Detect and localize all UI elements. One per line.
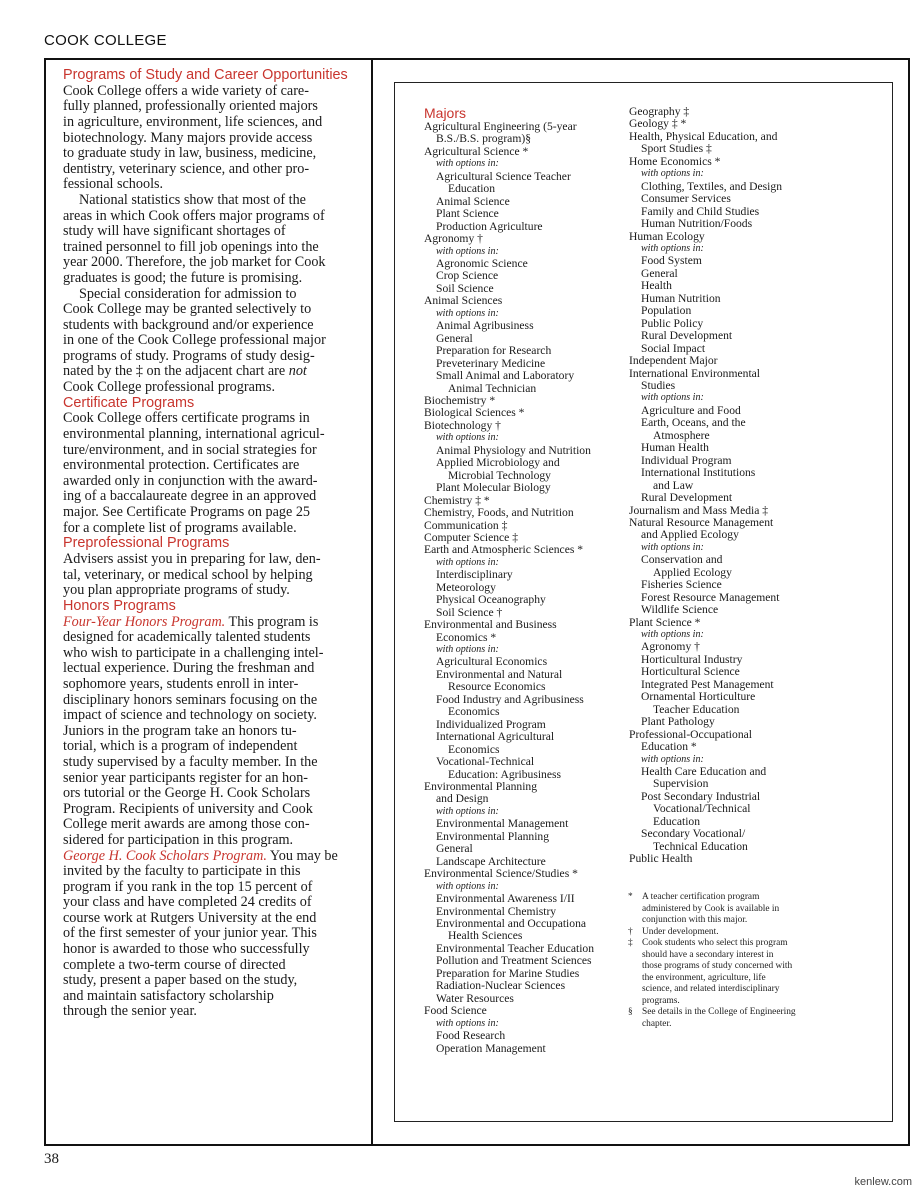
four-year-first-line: Four-Year Honors Program. This program is: [63, 613, 319, 630]
major-item: Radiation-Nuclear Sciences: [436, 979, 566, 993]
text-line: awarded only in conjunction with the award-: [63, 472, 318, 489]
options-label: with options in:: [641, 242, 704, 254]
major-item: Plant Science *: [629, 615, 701, 629]
major-item: Communication ‡: [424, 518, 508, 532]
major-item: Agriculture and Food: [641, 403, 741, 417]
major-item: Environmental and Business: [424, 618, 557, 632]
major-item: Health: [641, 279, 672, 293]
text-line: senior year participants register for an hon-: [63, 769, 309, 786]
text-line: sophomore years, students enroll in inter-: [63, 675, 299, 692]
major-item: Home Economics *: [629, 154, 721, 168]
major-item: Professional-Occupational: [629, 727, 752, 741]
major-item: Animal Technician: [448, 381, 537, 395]
major-item: Preparation for Research: [436, 344, 552, 358]
major-item: Wildlife Science: [641, 603, 719, 617]
text-line: in agriculture, environment, life sciences, and: [63, 113, 323, 130]
major-item: Applied Ecology: [653, 565, 732, 579]
major-item: Plant Science: [436, 207, 499, 221]
major-item: Environmental Planning: [436, 829, 550, 843]
text-line: major. See Certificate Programs on page 25: [63, 504, 311, 521]
major-item: Operation Management: [436, 1041, 546, 1055]
text-line: course work at Rutgers University at the end: [63, 909, 317, 926]
major-item: Food Science: [424, 1004, 487, 1018]
footnote-line: administered by Cook is available in: [642, 903, 780, 914]
scholars-first-line: George H. Cook Scholars Program. You may be: [63, 847, 338, 864]
major-item: Sport Studies ‡: [641, 142, 712, 156]
major-item: Social Impact: [641, 341, 706, 355]
major-item: Education *: [641, 740, 697, 754]
text-line: your class and have completed 24 credits of: [63, 894, 312, 911]
major-item: International Environmental: [629, 366, 761, 380]
major-item: Family and Child Studies: [641, 204, 760, 218]
footnote-line: science, and related interdisciplinary: [642, 984, 780, 994]
major-item: Crop Science: [436, 269, 499, 283]
footnote-line: programs.: [642, 995, 680, 1006]
text-line: invited by the faculty to participate in this: [63, 863, 301, 880]
major-item: Atmosphere: [653, 428, 710, 442]
majors-title: Majors: [424, 105, 467, 121]
major-item: Environmental Management: [436, 817, 569, 831]
site-watermark: kenlew.com: [854, 1176, 912, 1188]
page-number: 38: [44, 1151, 59, 1167]
major-item: Ornamental Horticulture: [641, 690, 756, 704]
major-item: International Agricultural: [436, 730, 555, 744]
footnote-line: A teacher certification program: [642, 892, 760, 902]
major-item: Education: [653, 814, 701, 828]
major-item: Agricultural Science Teacher: [436, 169, 571, 183]
footnote-line: Under development.: [642, 926, 719, 937]
text-line: you plan appropriate programs of study.: [63, 582, 290, 599]
options-label: with options in:: [641, 541, 704, 553]
text-line: biotechnology. Many majors provide access: [63, 129, 313, 146]
major-item: Food System: [641, 254, 702, 268]
major-item: Integrated Pest Management: [641, 677, 774, 691]
major-item: Pollution and Treatment Sciences: [436, 954, 592, 968]
text-line: ing of a baccalaureate degree in an approved: [63, 488, 317, 505]
major-item: Forest Resource Management: [641, 590, 780, 604]
text-line: dentistry, veterinary science, and other pro-: [63, 160, 310, 177]
footnote: [628, 892, 843, 927]
major-item: Animal Agribusiness: [436, 319, 534, 333]
text-line: sidered for participation in this program.: [63, 831, 294, 848]
text-line: Cook College offers a wide variety of care-: [63, 82, 309, 99]
major-item: Small Animal and Laboratory: [436, 369, 575, 383]
major-item: International Institutions: [641, 466, 756, 480]
major-item: Preparation for Marine Studies: [436, 966, 580, 980]
text-line: study will have significant shortages of: [63, 223, 286, 240]
major-item: Studies: [641, 378, 676, 392]
major-item: Biological Sciences *: [424, 406, 525, 420]
footnote-symbol: †: [628, 926, 633, 937]
special-line-7: Cook College professional programs.: [63, 379, 275, 396]
major-item: Independent Major: [629, 354, 718, 368]
major-item: Geography ‡: [629, 105, 690, 118]
major-item: Microbial Technology: [448, 468, 551, 482]
text-line: impact of science and technology on society.: [63, 707, 317, 724]
major-item: Vocational-Technical: [436, 755, 535, 769]
major-item: Environmental Planning: [424, 780, 538, 794]
options-label: with options in:: [436, 880, 499, 892]
major-item: Animal Science: [436, 194, 510, 208]
column-divider: [371, 58, 373, 1146]
text-line: programs of study. Programs of study desig-: [63, 347, 315, 364]
text-line: complete a two-term course of directed: [63, 956, 286, 973]
major-item: Interdisciplinary: [436, 568, 513, 582]
options-label: with options in:: [436, 644, 499, 656]
options-label: with options in:: [436, 307, 499, 319]
major-item: Natural Resource Management: [629, 515, 774, 529]
major-item: Animal Sciences: [424, 294, 503, 308]
major-item: Human Nutrition/Foods: [641, 217, 753, 231]
major-item: Soil Science †: [436, 605, 503, 619]
text-line: graduates is good; the future is promising.: [63, 269, 303, 286]
footnote-symbol: ‡: [628, 938, 633, 948]
major-item: Environmental Science/Studies *: [424, 867, 578, 881]
major-item: Food Industry and Agribusiness: [436, 692, 584, 706]
preprofessional-text: [63, 552, 363, 599]
options-label: with options in:: [641, 753, 704, 765]
special-consideration-text: [63, 287, 363, 396]
statistics-text: [63, 193, 363, 287]
major-item: Economics: [448, 705, 500, 719]
major-item: Clothing, Textiles, and Design: [641, 179, 782, 193]
text-line: torial, which is a program of independent: [63, 738, 298, 755]
major-item: Soil Science: [436, 281, 494, 295]
text-line: environmental protection. Certificates are: [63, 457, 300, 474]
options-label: with options in:: [641, 392, 704, 404]
major-item: and Law: [653, 478, 694, 492]
major-item: Human Ecology: [629, 229, 705, 243]
majors-list-a: [424, 121, 624, 1055]
options-label: with options in:: [436, 805, 499, 817]
options-label: with options in:: [436, 556, 499, 568]
text-line: of the first semester of your junior year. This: [63, 925, 317, 942]
major-item: General: [436, 842, 473, 856]
text-line: study, present a paper based on the study,: [63, 972, 298, 989]
major-item: Earth, Oceans, and the: [641, 416, 746, 430]
major-item: Individual Program: [641, 453, 732, 467]
major-item: Earth and Atmospheric Sciences *: [424, 543, 584, 557]
major-item: Production Agriculture: [436, 219, 543, 233]
major-item: and Design: [436, 792, 489, 806]
major-item: Applied Microbiology and: [436, 456, 560, 470]
text-line: and maintain satisfactory scholarship: [63, 987, 274, 1004]
text-line: Special consideration for admission to: [79, 285, 297, 302]
text-line: year 2000. Therefore, the job market for Cook: [63, 254, 326, 271]
scholars-text: [63, 864, 363, 1020]
text-line: honor is awarded to those who successfully: [63, 941, 310, 958]
footnote: [628, 938, 843, 1007]
text-line: Cook College offers certificate programs in: [63, 410, 310, 427]
major-item: Environmental Awareness I/II: [436, 892, 575, 906]
footnote-symbol: *: [628, 892, 633, 902]
text-line: National statistics show that most of the: [79, 191, 306, 208]
major-item: Biotechnology †: [424, 418, 501, 432]
major-item: Rural Development: [641, 491, 733, 505]
major-item: Agronomic Science: [436, 256, 528, 270]
left-column: [63, 68, 363, 1020]
text-line: to graduate study in law, business, medicine,: [63, 145, 317, 162]
footnote-line: should have a secondary interest in: [642, 949, 774, 960]
text-line: study supervised by a faculty member. In the: [63, 753, 318, 770]
text-line: students with background and/or experience: [63, 316, 314, 333]
majors-list-b: [629, 106, 889, 866]
major-item: Human Nutrition: [641, 291, 721, 305]
major-item: Animal Physiology and Nutrition: [436, 443, 591, 457]
options-label: with options in:: [436, 158, 499, 170]
major-item: Food Research: [436, 1029, 506, 1043]
major-item: Preveterinary Medicine: [436, 356, 546, 370]
scholars-title: George H. Cook Scholars Program.: [63, 847, 267, 864]
majors-column-a: [424, 106, 624, 1055]
major-item: Water Resources: [436, 991, 514, 1005]
text-line: tal, veterinary, or medical school by helping: [63, 566, 313, 583]
text-line: fully planned, professionally oriented majors: [63, 98, 318, 115]
options-label: with options in:: [436, 432, 499, 444]
major-item: Education: [448, 182, 496, 196]
programs-heading: Programs of Study and Career Opportunities: [63, 67, 348, 83]
text-line: lectual experience. During the freshman and: [63, 660, 315, 677]
major-item: Human Health: [641, 441, 709, 455]
major-item: Vocational/Technical: [653, 802, 751, 816]
major-item: Economics: [448, 742, 500, 756]
major-item: Horticultural Industry: [641, 652, 743, 666]
major-item: Environmental Teacher Education: [436, 941, 595, 955]
footnote-line: conjunction with this major.: [642, 915, 748, 925]
major-item: Horticultural Science: [641, 665, 740, 679]
major-item: Public Health: [629, 852, 693, 866]
major-item: Health, Physical Education, and: [629, 129, 778, 143]
footnote-line: chapter.: [642, 1018, 672, 1029]
major-item: Agricultural Economics: [436, 655, 548, 669]
options-label: with options in:: [436, 245, 499, 257]
text-line: for a complete list of programs available.: [63, 519, 297, 536]
text-line: in one of the Cook College professional major: [63, 332, 326, 349]
major-item: Technical Education: [653, 839, 748, 853]
footnote: [628, 1007, 843, 1030]
preprofessional-heading: Preprofessional Programs: [63, 535, 230, 552]
major-item: Plant Pathology: [641, 715, 715, 729]
page-header: COOK COLLEGE: [44, 32, 167, 49]
major-item: Computer Science ‡: [424, 530, 519, 544]
major-item: Post Secondary Industrial: [641, 789, 761, 803]
major-item: Agronomy †: [641, 640, 700, 654]
major-item: Population: [641, 304, 692, 318]
major-item: General: [641, 266, 678, 280]
major-item: Consumer Services: [641, 192, 731, 206]
major-item: Public Policy: [641, 316, 704, 330]
footnote: [628, 927, 843, 939]
major-item: Secondary Vocational/: [641, 827, 746, 841]
major-item: Supervision: [653, 777, 709, 791]
major-item: Meteorology: [436, 580, 496, 594]
text-line: designed for academically talented students: [63, 629, 311, 646]
major-item: Environmental Chemistry: [436, 904, 557, 918]
major-item: Landscape Architecture: [436, 854, 546, 868]
footnote-line: the environment, agriculture, life: [642, 972, 766, 983]
major-item: Fisheries Science: [641, 578, 722, 592]
major-item: Chemistry ‡ *: [424, 493, 490, 507]
major-item: Health Sciences: [448, 929, 523, 943]
major-item: Individualized Program: [436, 717, 546, 731]
major-item: Resource Economics: [448, 680, 546, 694]
text-line: through the senior year.: [63, 1003, 197, 1020]
text-line: program if you rank in the top 15 percent of: [63, 878, 313, 895]
major-item: Agricultural Science *: [424, 144, 529, 158]
major-item: Economics *: [436, 630, 497, 644]
options-label: with options in:: [436, 1017, 499, 1029]
text-line: ture/environment, and in social strategies for: [63, 441, 317, 458]
footnote-symbol: §: [628, 1007, 633, 1017]
major-item: Agricultural Engineering (5-year: [424, 120, 577, 133]
major-item: Health Care Education and: [641, 765, 767, 779]
text-line: areas in which Cook offers major programs of: [63, 207, 325, 224]
footnote-line: those programs of study concerned with: [642, 961, 793, 971]
text-line: College merit awards are among those con-: [63, 816, 310, 833]
text-line: Program. Recipients of university and Cook: [63, 800, 313, 817]
major-item: Agronomy †: [424, 232, 483, 246]
major-item: Geology ‡ *: [629, 117, 687, 131]
major-item: Biochemistry *: [424, 393, 496, 407]
text-line: who wish to participate in a challenging intel-: [63, 644, 324, 661]
options-label: with options in:: [641, 629, 704, 641]
major-item: and Applied Ecology: [641, 528, 739, 542]
text-line: disciplinary honors seminars focusing on the: [63, 691, 318, 708]
certificate-text: [63, 411, 363, 536]
text-line: Cook College may be granted selectively to: [63, 301, 312, 318]
honors-heading: Honors Programs: [63, 597, 176, 614]
major-item: Journalism and Mass Media ‡: [629, 503, 769, 517]
major-item: Education: Agribusiness: [448, 767, 562, 781]
text-line: ors tutorial or the George H. Cook Scholars: [63, 785, 311, 802]
text-line: environmental planning, international agricul-: [63, 426, 325, 443]
programs-text: [63, 84, 363, 193]
special-line-6: nated by the ‡ on the adjacent chart are not: [63, 363, 307, 380]
major-item: B.S./B.S. program)§: [436, 132, 532, 146]
four-year-text: [63, 630, 363, 848]
footnote-line: Cook students who select this program: [642, 938, 788, 948]
text-line: Advisers assist you in preparing for law, den-: [63, 551, 321, 568]
footnote-line: See details in the College of Engineering: [642, 1007, 796, 1017]
major-item: Rural Development: [641, 329, 733, 343]
major-item: Physical Oceanography: [436, 593, 546, 607]
text-line: trained personnel to fill job openings into the: [63, 238, 319, 255]
major-item: General: [436, 331, 473, 345]
major-item: Plant Molecular Biology: [436, 481, 551, 495]
four-year-title: Four-Year Honors Program.: [63, 613, 226, 630]
major-item: Teacher Education: [653, 702, 740, 716]
certificate-heading: Certificate Programs: [63, 394, 195, 411]
majors-column-b: [629, 106, 889, 866]
major-item: Environmental and Occupationa: [436, 917, 587, 930]
major-item: Environmental and Natural: [436, 667, 563, 681]
major-item: Conservation and: [641, 553, 723, 567]
special-lines: [63, 287, 363, 365]
text-line: fessional schools.: [63, 176, 164, 193]
text-line: Juniors in the program take an honors tu-: [63, 722, 297, 739]
options-label: with options in:: [641, 168, 704, 180]
major-item: Chemistry, Foods, and Nutrition: [424, 506, 574, 520]
footnotes: [628, 892, 843, 1030]
